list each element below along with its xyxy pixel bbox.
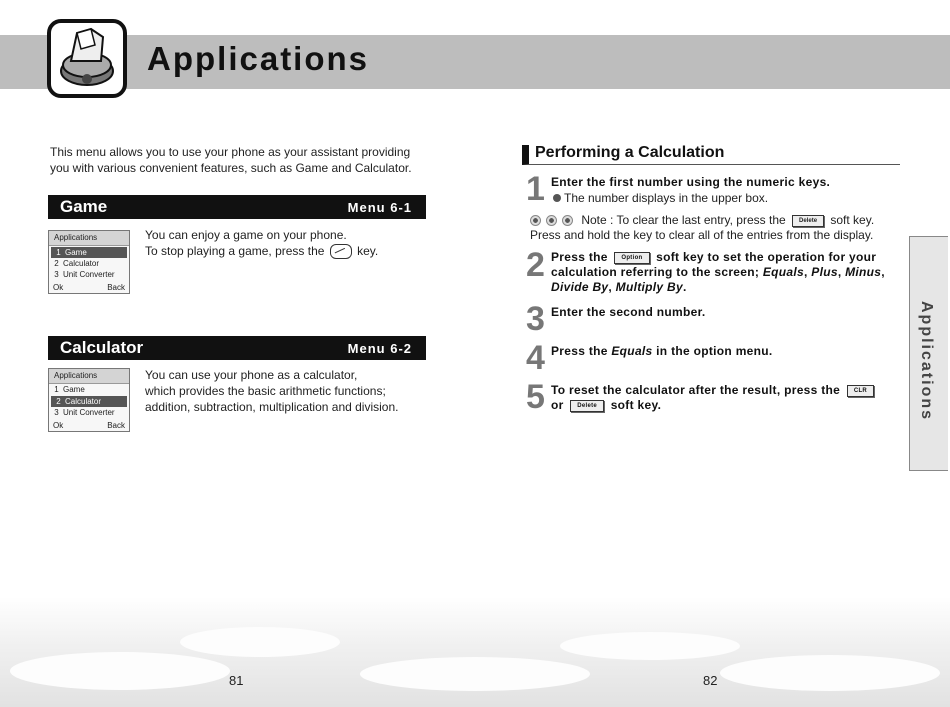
note-block: Note : To clear the last entry, press the Delete soft key. Press and hold the key to clear all of the entries from the display. (530, 213, 875, 242)
phone-right-soft-key: Back (107, 283, 125, 292)
step-1-text: Enter the first number using the numeric keys. (551, 175, 831, 189)
bullet-icon (553, 194, 561, 202)
cloud-shape (720, 655, 940, 691)
game-section-bar (48, 195, 426, 219)
cloud-shape (360, 657, 590, 691)
calculator-menu-number: Menu 6-2 (347, 341, 412, 356)
calculator-phone-screen (48, 368, 130, 432)
note-icon (562, 215, 573, 226)
step-4-text: Press the Equals in the option menu. (551, 344, 773, 358)
step-2-text: Press the Option soft key to set the operation for your calculation referring to the screen; Equals, Plus, Minus, Divide By, Multiply By. (551, 250, 885, 294)
option-softkey-icon: Option (614, 252, 649, 264)
cloud-shape (180, 627, 340, 657)
right-page-number: 82 (703, 673, 718, 688)
step-number: 5 (526, 378, 545, 416)
clouds-background (0, 597, 950, 707)
note-icon (546, 215, 557, 226)
phone-soft-keys (49, 282, 129, 293)
calculator-desc-line: which provides the basic arithmetic functions; (145, 384, 386, 398)
note-icon (530, 215, 541, 226)
intro-text: This menu allows you to use your phone as your assistant providing you with various convenient features, such as Game and Calculator. (50, 145, 412, 175)
side-tab (909, 236, 948, 471)
phone-screen-title: Applications (49, 231, 129, 246)
step-1-bullet: The number displays in the upper box. (553, 191, 768, 205)
calculator-desc-line: You can use your phone as a calculator, (145, 368, 358, 382)
phone-left-soft-key: Ok (53, 421, 64, 430)
step-number: 4 (526, 339, 545, 377)
cloud-shape (560, 632, 740, 660)
phone-menu-item: 3 Unit Converter (54, 270, 115, 279)
phone-menu-item: 1 Game (54, 385, 85, 394)
game-description (145, 227, 378, 259)
calculator-desc-line: addition, subtraction, multiplication and division. (145, 400, 399, 414)
phone-screen-title: Applications (49, 369, 129, 384)
game-desc-line: To stop playing a game, press the key. (145, 244, 379, 258)
phone-left-soft-key: Ok (53, 283, 64, 292)
phone-menu-item: 2 Calculator (54, 259, 100, 268)
calculator-section-bar (48, 336, 426, 360)
step-5-text: To reset the calculator after the result, press the CLR or Delete soft key. (551, 383, 891, 413)
side-tab-label: Applications (918, 301, 935, 422)
phone-soft-keys (49, 420, 129, 431)
step-number: 2 (526, 246, 545, 284)
calculator-description (145, 367, 398, 415)
clr-key-icon: CLR (847, 385, 874, 397)
applications-icon (47, 19, 127, 98)
left-page-number: 81 (229, 673, 244, 688)
section-heading (522, 145, 900, 165)
game-desc-line: You can enjoy a game on your phone. (145, 228, 347, 242)
game-phone-screen (48, 230, 130, 294)
header-banner (0, 35, 950, 89)
phone-menu-item: 2 Calculator (51, 396, 127, 407)
step-3-text: Enter the second number. (551, 305, 706, 319)
delete-softkey-icon: Delete (792, 215, 824, 227)
page-title: Applications (147, 40, 370, 77)
game-menu-number: Menu 6-1 (347, 200, 412, 215)
phone-right-soft-key: Back (107, 421, 125, 430)
calculator-section-title: Calculator (60, 338, 144, 357)
step-number: 1 (526, 170, 545, 208)
step-number: 3 (526, 300, 545, 338)
game-section-title: Game (60, 197, 108, 216)
phone-menu-item: 3 Unit Converter (54, 408, 115, 417)
end-key-icon (330, 244, 352, 259)
phone-menu-item: 1 Game (51, 247, 127, 258)
cloud-shape (10, 652, 230, 690)
section-heading-text: Performing a Calculation (535, 144, 725, 161)
delete-softkey-icon: Delete (570, 400, 604, 412)
